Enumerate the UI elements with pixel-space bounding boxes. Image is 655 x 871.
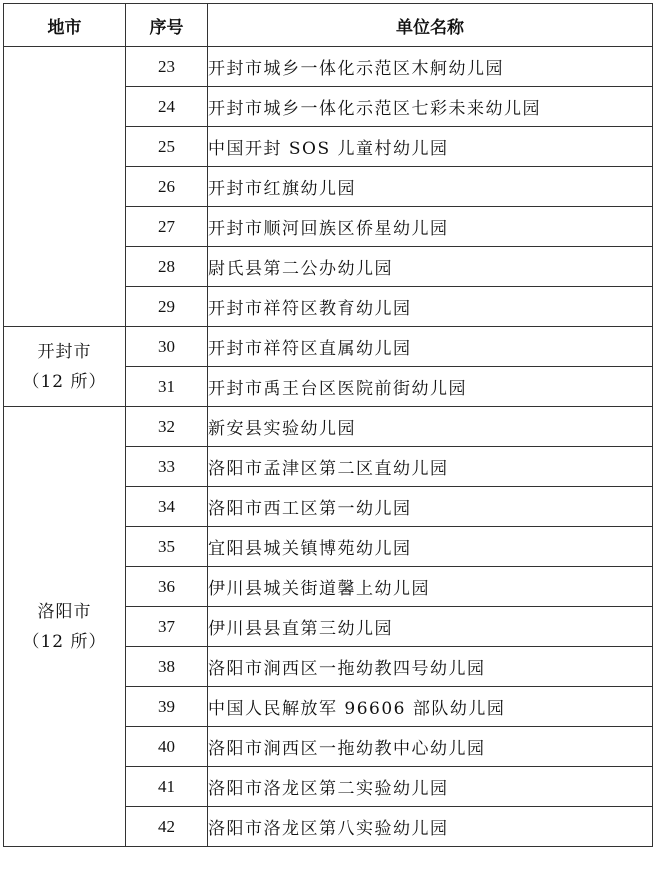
row-unit-name: 开封市城乡一体化示范区七彩未来幼儿园	[208, 87, 653, 127]
row-unit-name: 中国人民解放军 96606 部队幼儿园	[208, 687, 653, 727]
city-count: （12 所）	[22, 631, 107, 652]
row-unit-name: 开封市红旗幼儿园	[208, 167, 653, 207]
header-city: 地市	[4, 4, 126, 47]
row-unit-name: 洛阳市涧西区一拖幼教中心幼儿园	[208, 727, 653, 767]
row-number: 39	[126, 687, 208, 727]
row-unit-name: 尉氏县第二公办幼儿园	[208, 247, 653, 287]
city-cell-luoyang	[4, 407, 126, 847]
row-number: 38	[126, 647, 208, 687]
header-name: 单位名称	[208, 4, 653, 47]
row-unit-name: 洛阳市西工区第一幼儿园	[208, 487, 653, 527]
row-unit-name: 洛阳市洛龙区第八实验幼儿园	[208, 807, 653, 847]
row-unit-name: 洛阳市洛龙区第二实验幼儿园	[208, 767, 653, 807]
kindergarten-table	[3, 3, 653, 847]
row-unit-name: 开封市顺河回族区侨星幼儿园	[208, 207, 653, 247]
row-unit-name: 伊川县城关街道馨上幼儿园	[208, 567, 653, 607]
row-number: 37	[126, 607, 208, 647]
table-row	[4, 47, 653, 87]
row-number: 31	[126, 367, 208, 407]
city-cell-kaifeng-continued	[4, 47, 126, 327]
row-number: 40	[126, 727, 208, 767]
city-count: （12 所）	[22, 371, 107, 392]
row-number: 30	[126, 327, 208, 367]
table-header-row	[4, 4, 653, 47]
city-name: 洛阳市	[37, 601, 92, 622]
row-unit-name: 新安县实验幼儿园	[208, 407, 653, 447]
row-unit-name: 中国开封 SOS 儿童村幼儿园	[208, 127, 653, 167]
row-unit-name: 洛阳市孟津区第二区直幼儿园	[208, 447, 653, 487]
row-unit-name: 开封市祥符区教育幼儿园	[208, 287, 653, 327]
row-number: 27	[126, 207, 208, 247]
row-unit-name: 开封市城乡一体化示范区木舸幼儿园	[208, 47, 653, 87]
row-number: 32	[126, 407, 208, 447]
row-number: 25	[126, 127, 208, 167]
row-number: 36	[126, 567, 208, 607]
row-number: 41	[126, 767, 208, 807]
row-unit-name: 洛阳市涧西区一拖幼教四号幼儿园	[208, 647, 653, 687]
row-number: 33	[126, 447, 208, 487]
row-unit-name: 伊川县县直第三幼儿园	[208, 607, 653, 647]
row-number: 26	[126, 167, 208, 207]
row-number: 35	[126, 527, 208, 567]
row-number: 24	[126, 87, 208, 127]
row-unit-name: 开封市禹王台区医院前街幼儿园	[208, 367, 653, 407]
city-name: 开封市	[37, 341, 92, 362]
city-cell-kaifeng	[4, 327, 126, 407]
row-number: 28	[126, 247, 208, 287]
row-number: 34	[126, 487, 208, 527]
row-unit-name: 开封市祥符区直属幼儿园	[208, 327, 653, 367]
table-row	[4, 327, 653, 367]
table-row	[4, 407, 653, 447]
row-unit-name: 宜阳县城关镇博苑幼儿园	[208, 527, 653, 567]
row-number: 29	[126, 287, 208, 327]
header-number: 序号	[126, 4, 208, 47]
row-number: 42	[126, 807, 208, 847]
row-number: 23	[126, 47, 208, 87]
